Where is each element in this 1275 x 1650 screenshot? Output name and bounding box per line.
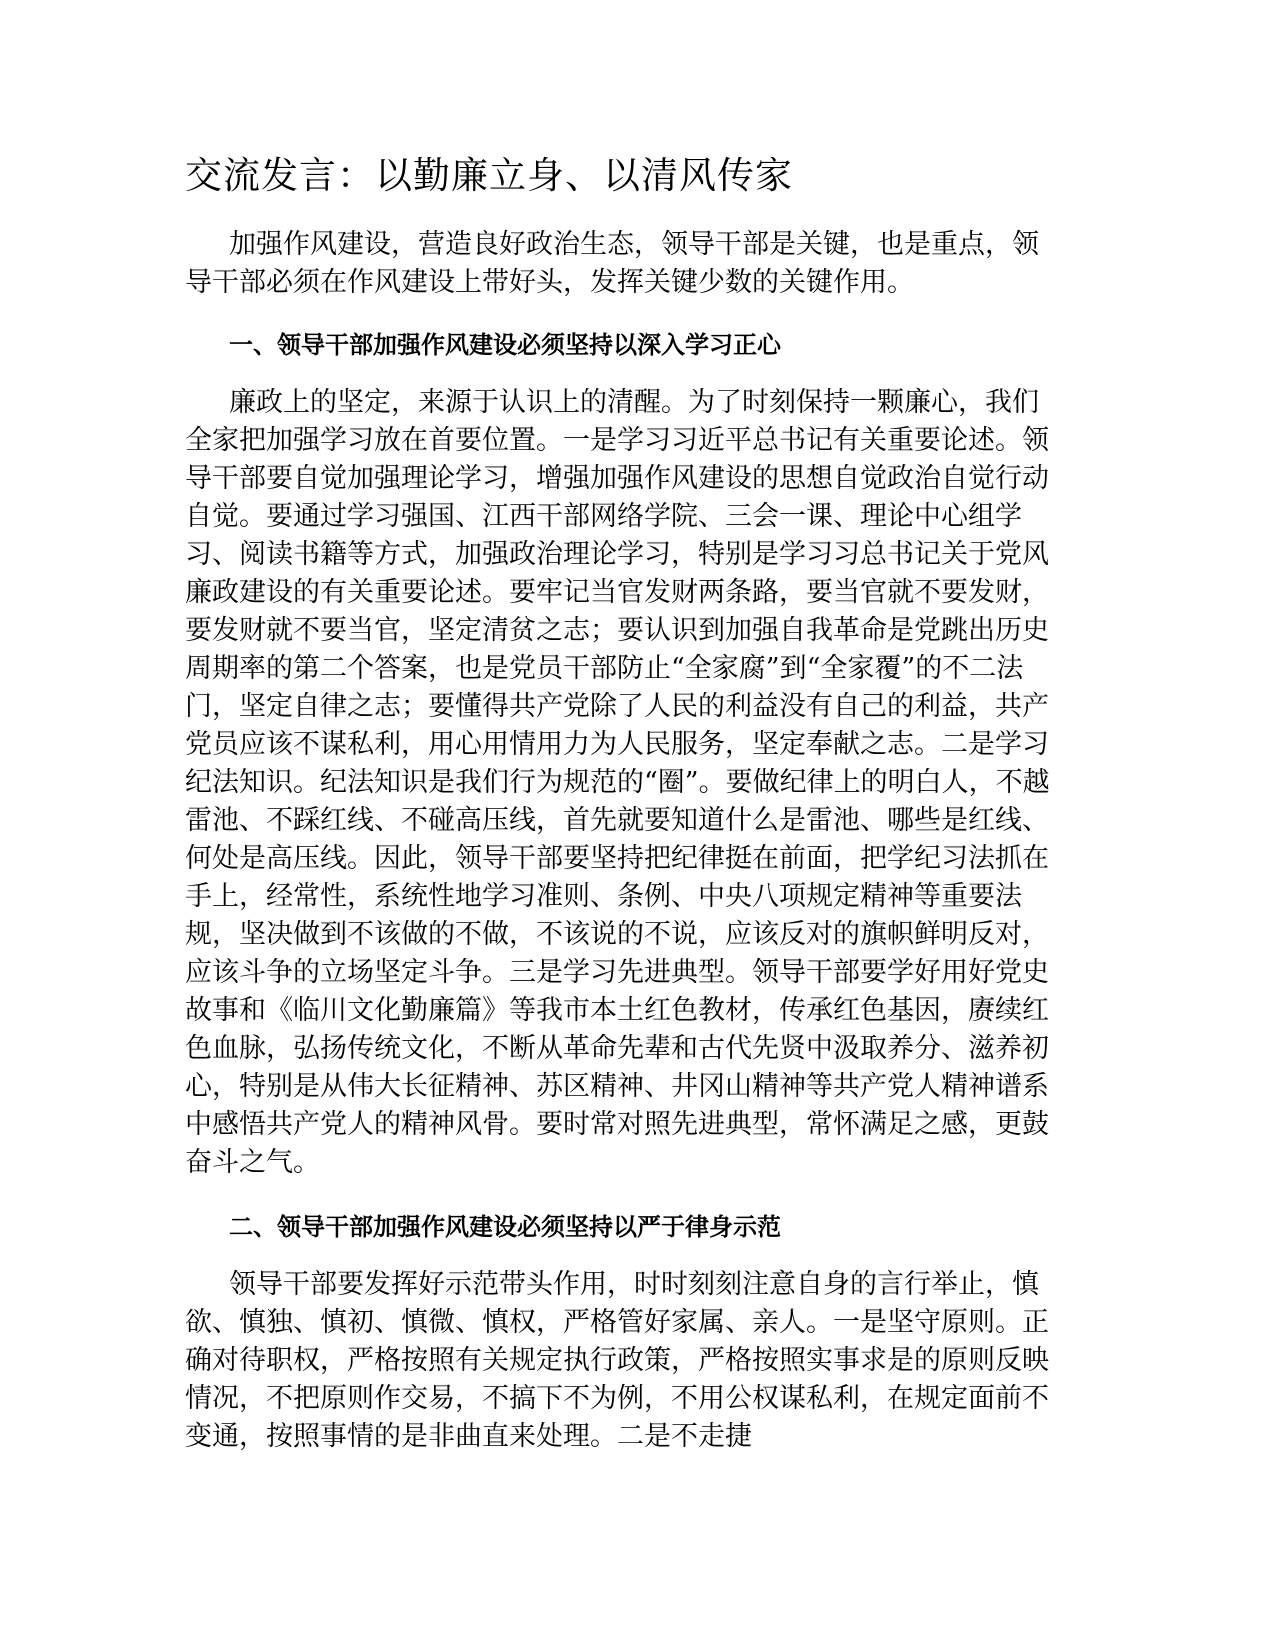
section-2-heading: 二、领导干部加强作风建设必须坚持以严于律身示范 [229,1213,781,1241]
section-2-body: 领导干部要发挥好示范带头作用，时时刻刻注意自身的言行举止，慎欲、慎独、慎初、慎微、慎权，严格管好家属、亲人。一是坚守原则。正确对待职权，严格按照有关规定执行政策，严格按照实事求是的原则反映情况，不把原则作交易，不搞下不为例，不用公权谋私利，在规定面前不变通，按照事情的是非曲直来处理。二是不走捷 [185,1269,1049,1452]
document-title: 交流发言：以勤廉立身、以清风传家 [185,154,793,197]
document-page [185,150,1065,1456]
section-1-heading: 一、领导干部加强作风建设必须坚持以深入学习正心 [229,331,781,359]
section-1-body: 廉政上的坚定，来源于认识上的清醒。为了时刻保持一颗廉心，我们全家把加强学习放在首要位置。一是学习习近平总书记有关重要论述。领导干部要自觉加强理论学习，增强加强作风建设的思想自觉政治自觉行动自觉。要通过学习强国、江西干部网络学院、三会一课、理论中心组学习、阅读书籍等方式，加强政治理论学习，特别是学习习总书记关于党风廉政建设的有关重要论述。要牢记当官发财两条路，要当官就不要发财，要发财就不要当官，坚定清贫之志；要认识到加强自我革命是党跳出历史周期率的第二个答案，也是党员干部防止“全家腐”到“全家覆”的不二法门，坚定自律之志；要懂得共产党除了人民的利益没有自己的利益，共产党员应该不谋私利，用心用情用力为人民服务，坚定奉献之志。二是学习纪法知识。纪法知识是我们行为规范的“圈”。要做纪律上的明白人，不越雷池、不踩红线、不碰高压线，首先就要知道什么是雷池、哪些是红线、何处是高压线。因此，领导干部要坚持把纪律挺在前面，把学纪习法抓在手上，经常性，系统性地学习准则、条例、中央八项规定精神等重要法规，坚决做到不该做的不做，不该说的不说，应该反对的旗帜鲜明反对，应该斗争的立场坚定斗争。三是学习先进典型。领导干部要学好用好党史故事和《临川文化勤廉篇》等我市本土红色教材，传承红色基因，赓续红色血脉，弘扬传统文化，不断从革命先辈和古代先贤中汲取养分、滋养初心，特别是从伟大长征精神、苏区精神、井冈山精神等共产党人精神谱系中感悟共产党人的精神风骨。要时常对照先进典型，常怀满足之感，更鼓奋斗之气。 [185,387,1050,1178]
intro-paragraph: 加强作风建设，营造良好政治生态，领导干部是关键，也是重点，领导干部必须在作风建设上带好头，发挥关键少数的关键作用。 [185,229,1039,298]
